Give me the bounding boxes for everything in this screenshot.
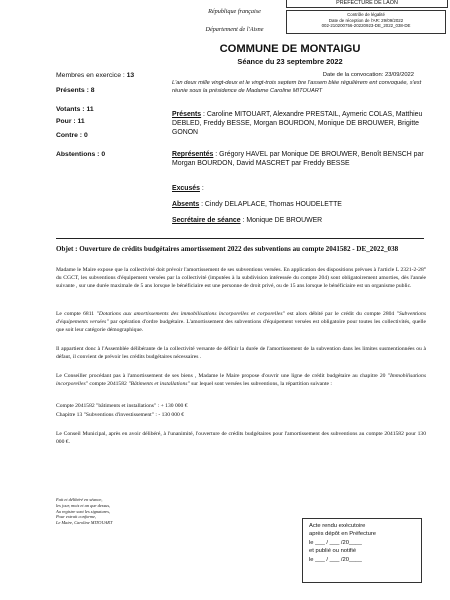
text-run: compte 2041582	[87, 381, 129, 388]
secretaire-name: : Monique DE BROUWER	[242, 217, 323, 224]
objet-title: Objet : Ouverture de crédits budgétaires amortissement 2022 des subventions au compte 2041582 - DE_2022_038	[56, 245, 399, 253]
count-value: 8	[90, 87, 95, 94]
text-run: "Dotations aux amortissements des immobilisations incorporelles et corporelles"	[96, 311, 285, 317]
signature-line: Fait et délibéré en séance,	[56, 497, 103, 502]
controle-legalite-stamp	[286, 10, 446, 34]
acte-line: le ___ / ___ /20____	[309, 556, 362, 563]
acte-executoire-box	[302, 518, 422, 583]
paragraph-proposition	[56, 372, 426, 388]
count-label: Membres en exercice :	[56, 72, 125, 79]
count-value: 11	[77, 118, 85, 125]
text-run: Le Conseiller procédant pas à l'amortissement de ses biens , Madame le Maire propose d'ouvrir une ligne de crédit budgétaire au chapitre 20	[56, 373, 388, 379]
representes-label: Représentés	[172, 151, 214, 158]
paragraph-deliberation: Le Conseil Municipal, après en avoir délibéré, à l'unanimité, l'ouverture de crédits budgétaires pour l'amortissement des subventions au compte 2041582 pour 130 000 €.	[56, 431, 426, 446]
acte-line: après dépôt en Préfecture	[309, 531, 377, 538]
count-value: 0	[83, 132, 88, 139]
count-label: Contre :	[56, 132, 83, 139]
count-label: Présents :	[56, 87, 89, 94]
count-label: Votants :	[56, 106, 85, 113]
count-label: Pour :	[56, 118, 76, 125]
paragraph-amortissement: Madame le Maire expose que la collectivité doit prévoir l'amortissement de ses subventions versées. En application des dispositions prévues à l'article L 2321-2-28° du CGCT, les subventions d'équipement versées par la collectivité (imputées à la subdivision intéressée du compte 204) sont obligatoirement amorties, dès l'année suivante , sur une durée maximale de 5 ans lorsque le bénéficiaire est une personne de droit privé, ou de 15 ans lorsque le bénéficiaire est un organisme public.	[56, 267, 426, 290]
absents-label: Absents	[172, 201, 200, 208]
presents-names: : Caroline MITOUART, Alexandre PRESTAIL, Aymeric COLAS, Matthieu DEBLED, Freddy BESSE, Morgan BOURDON, Monique DE BROUWER, Brigitte GONON	[172, 111, 423, 137]
presents-label: Présents	[172, 111, 202, 118]
text-run: sur lequel sont versées les subventions, la répartition suivante :	[189, 381, 332, 388]
signature-line: Pour extrait conforme,	[56, 514, 97, 520]
count-membres	[56, 72, 134, 79]
controle-line: 002-210200756-20220923-DE_2022_038-DE	[321, 23, 411, 29]
seance-intro: L'an deux mille vingt-deux et le vingt-trois septem bre l'assem blée régulièrem ent convoquée, s'est réunie sous la présidence de Madame Caroline MITOUART	[172, 80, 422, 94]
secretaire-section	[172, 216, 428, 225]
text-run: est alors débité par le crédit du compte 2804	[284, 311, 397, 317]
signature-line: Le Maire, Caroline MITOUART	[56, 520, 113, 526]
count-value: 11	[86, 106, 94, 113]
text-run: "Bâtiments et installations"	[128, 381, 190, 388]
presents-section	[172, 110, 428, 138]
paragraph-compte-6811	[56, 310, 426, 335]
count-presents	[56, 87, 95, 94]
signature-block	[56, 497, 112, 526]
budget-line-2: Chapitre 13 "Subventions d'investissement" : - 130 000 €	[56, 412, 185, 418]
acte-line: et publié ou notifié	[309, 548, 357, 555]
signature-line: Au registre sont les signatures,	[56, 508, 111, 514]
count-label: Abstentions :	[56, 151, 100, 158]
seance-date: Séance du 23 septembre 2022	[237, 57, 343, 66]
budget-line-1: Compte 2041582 "bâtiments et installations" : + 130 000 €	[56, 403, 188, 409]
text-run: par opération d'ordre budgétaire. L'amortissement des subventions d'équipement versées est obligatoire pour toutes les collectivités, quelle que soit leur catégorie démographique.	[56, 319, 426, 334]
representes-section	[172, 150, 428, 168]
excuses-label: Excusés	[172, 185, 200, 192]
count-pour	[56, 118, 85, 125]
count-value: 0	[101, 151, 106, 158]
secretaire-label: Secrétaire de séance	[172, 217, 241, 224]
absents-section	[172, 200, 428, 209]
paragraph-assemblee: Il appartient donc à l'Assemblée délibérante de la collectivité versante de définir la durée de l'amortissement de la subvention dans les limites susmentionnées ou à défaut, il convient de prévoir les crédits budgétaires nécessaires .	[56, 346, 426, 361]
excuses-section	[172, 184, 428, 193]
convocation-date: Date de la convocation: 23/09/2022	[322, 72, 414, 78]
section-divider	[56, 238, 424, 239]
text-run: Le compte 6811	[56, 311, 97, 317]
controle-line: Date de réception de l'AR: 29/09/2022	[328, 17, 404, 23]
count-votants	[56, 106, 94, 113]
commune-title: COMMUNE DE MONTAIGU	[219, 43, 361, 55]
acte-line: Acte rendu exécutoire	[309, 523, 366, 529]
count-abstentions	[56, 151, 105, 158]
count-contre	[56, 132, 88, 139]
prefecture-stamp: PREFECTURE DE LAON	[286, 0, 448, 8]
representes-names: : Grégory HAVEL par Monique DE BROUWER, Benoît BENSCH par Morgan BOURDON, David MASCRET par Freddy BESSE	[172, 151, 424, 168]
excuses-names: :	[199, 185, 204, 192]
signature-line: les jour, mois et an que dessus,	[56, 502, 111, 508]
republique-label: République française	[208, 8, 261, 15]
text-run: "Immobilisations incorporelles"	[56, 373, 426, 388]
text-run: "Subventions d'équipements versées"	[56, 311, 426, 326]
acte-line: le ___ / ___ /20____	[309, 539, 362, 546]
count-value: 13	[126, 72, 135, 79]
absents-names: : Cindy DELAPLACE, Thomas HOUDELETTE	[199, 201, 342, 208]
departement-label: Département de l'Aisne	[205, 26, 264, 33]
controle-line: Contrôle de légalité	[347, 12, 385, 17]
